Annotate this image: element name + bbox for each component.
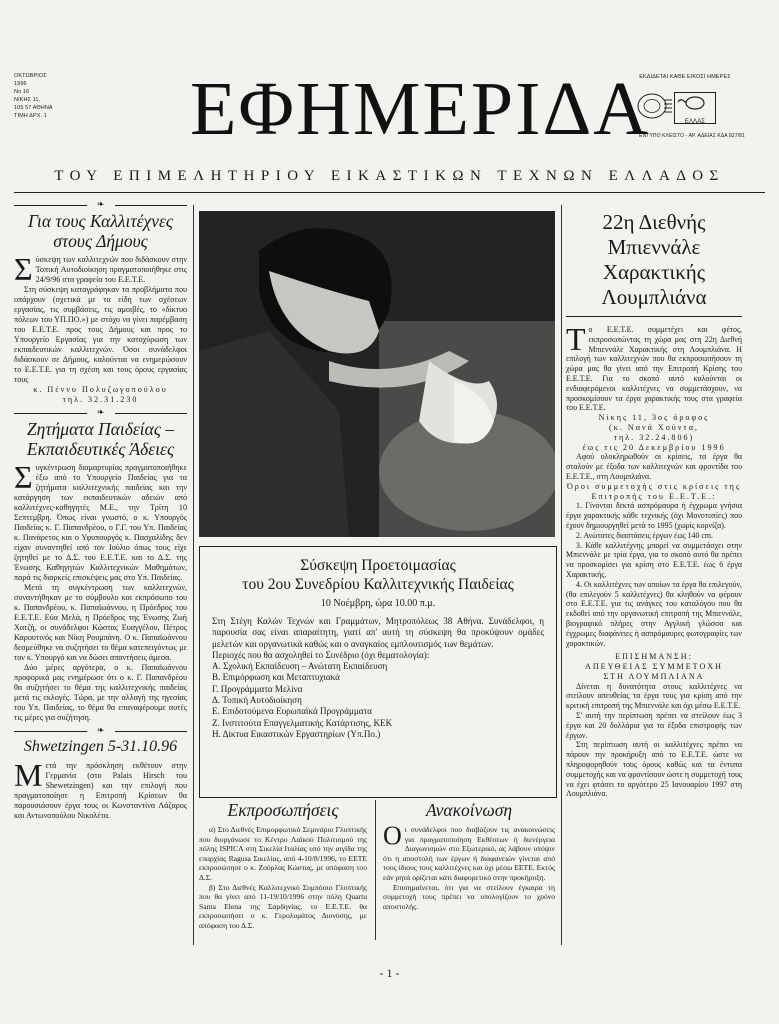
ornament-icon: ❧ — [87, 725, 115, 735]
issue-info — [14, 72, 94, 120]
notice-date: 10 Νοέμβρη, ώρα 10.00 π.μ. — [320, 598, 436, 609]
paragraph: Στη περίπτωση αυτή οι καλλιτέχνες πρέπει να πάρουν την προκήρυξη από το Ε.Ε.Τ.Ε. ώστε να πληροφορηθούν τους όρους καθώς και τα έντυπα συμμετοχής και να φροντίσουν ώστε η συμμετοχή τους να έχει φτάσει το αργότερο 25 Ιανουαρίου 1997 στη Λουμπλιάνα. — [566, 740, 742, 799]
horn-icon — [675, 93, 715, 113]
frequency-note: ΕΚΔΙΔΕΤΑΙ ΚΑΘΕ ΕΙΚΟΣΙ ΗΜΕΡΕΣ — [639, 74, 731, 80]
conference-notice — [199, 546, 557, 798]
ornament-icon: ❧ — [87, 199, 115, 209]
subtitle: ΤΟΥ ΕΠΙΜΕΛΗΤΗΡΙΟΥ ΕΙΚΑΣΤΙΚΩΝ ΤΕΧΝΩΝ ΕΛΛΑΔΟΣ — [54, 168, 725, 184]
paragraph: ο Ε.Ε.Τ.Ε. συμμετέχει και φέτος, εκπροσωπώντας τη χώρα μας στη 22η Διεθνή Μπιεννάλε Χαρακτικής στη Λουμπλιάνα. Η επιλογή των καλλιτεχνών που θα εκπροσωπήσουν τη χώρα μας θα γίνει από την Επιτροπή Κρίσης του Ε.Ε.Τ.Ε. Για το σκοπό αυτό καλούνται οι ενδιαφερόμενοι καλλιτέχνες να συμμετάσχουν, να προσκομίσουν τα έργα χαρακτικής τους στα γραφεία του Ε.Ε.Τ.Ε. — [566, 325, 742, 413]
paragraph: 3. Κάθε καλλιτέχνης μπορεί να συμμετάσχει στην Μπιεννάλε με τρία έργα, για το σκοπό αυτό θα πρέπει να προσκομίσει για κρίση στο Ε.Ε.Τ.Ε. έως 6 έργα Χαρακτικής. — [566, 540, 742, 579]
postmark-icon — [636, 92, 672, 120]
column-divider — [375, 800, 376, 940]
article-body-representations — [199, 825, 367, 931]
topic-item: Β. Επιμόρφωση και Μεταπτυχιακά — [212, 672, 340, 683]
section-rule — [14, 199, 187, 209]
paragraph: ετά την πρόσκληση εκθέτουν στην Γερμανία (στο Palais Hirsch του Shewetzingen) και την επιλογή που πραγματοποίησε η Επιτροπή Κρίσεων θα παρουσιάσουν έργα τους οι Κωνσταντίνα Λάζαρος και Αντωνοπούλου Νικολέτα. — [14, 761, 187, 820]
drop-cap: Μ — [14, 757, 43, 793]
page-number: - 1 - — [379, 966, 400, 980]
paragraph: Δύο μέρες αργότερα, ο κ. Παπαϊωάννου προφορικά μας ενημέρωσε ότι ο κ. Γ. Παπανδρέου θα συζητήσει το θέμα της καλλιτεχνικής παιδείας μετά τις εκλογές. Τώρα, με την αλλαγή της ηγεσίας του Υπ. Παιδείας, το θέμα θα επαναφέρουμε αυτές τις μέρες για συζήτηση. — [14, 663, 187, 722]
article-title-shwetzingen: Shwetzingen 5-31.10.96 — [23, 738, 178, 755]
stamp — [674, 92, 716, 124]
announcement-article — [383, 800, 555, 911]
issue-street: ΝΙΚΗΣ 11, — [14, 97, 41, 103]
note-heading: ΣΤΗ ΛΟΥΜΠΛΙΑΝΑ — [603, 671, 705, 681]
topic-item: Α. Σχολική Εκπαίδευση – Ανώτατη Εκπαίδευση — [212, 661, 388, 672]
masthead: ΕΦΗΜΕΡΙΔΑ — [190, 67, 651, 151]
topic-list — [212, 661, 544, 740]
article-title-artists: Για τους Καλλιτέχνες στους Δήμους — [28, 211, 173, 251]
terms-heading: Όροι συμμετοχής στις κρίσεις της Επιτροπής του Ε.Ε.Τ.Ε.: — [566, 481, 742, 501]
article-body-shwetzingen — [14, 757, 187, 821]
article-body-announcement — [383, 821, 555, 911]
paragraph: Αφού ολοκληρωθούν οι κρίσεις, τα έργα θα σταλούν με έξοδα των καλλιτεχνών και φροντίδα του Ε.Ε.Τ.Ε., στη Λουμπλιάνα. — [566, 452, 742, 481]
paragraph: υγκέντρωση διαμαρτυρίας πραγματοποιήθηκε έξω από το Υπουργείο Παιδείας για τα ζητήματα καλλιτεχνικής παιδείας και την κατάργηση των εκπαιδευτικών αδειών από καλλιτέχνες-καθηγητές Μ.Ε., την Τρίτη 10 Σεπτεμβρη. Όπως είναι γνωστό, ο κ. Υπουργός Παιδείας κ. Γ. Παπανδρέου, ο Γ.Γ. του Υπ. Παιδείας κ. Πανάρετος και ο Υφυπουργός κ. Πασχαλίδης δεν είχαν συναντηθεί από τον Ιούλιο όπως τους είχε ζητηθεί με το Δ.Σ. του Ε.Ε.Τ.Ε. και το Δ.Σ. της Ένωσης Καθηγητών Καλλιτεχνικών Μαθημάτων, παρά τις διαρκείς επισκέψεις μας στο Υπ. Παιδείας. — [14, 463, 187, 582]
article-body-education — [14, 459, 187, 723]
issue-city: 105 57 ΑΘΗΝΑ — [14, 105, 53, 111]
article-title-announcement: Ανακοίνωση — [425, 800, 513, 820]
paragraph: 1. Γίνονται δεκτά ασπρόμαυρα ή έγχρωμα γνήσια έργα χαρακτικής κάθε τεχνικής (όχι Μονοτυπίες) που έχουν δημιουργηθεί μετά το 1995 (χωρίς κορνίζα). — [566, 501, 742, 530]
contact-phone: τηλ. 32.31.230 — [62, 395, 139, 404]
paragraph: Στη σύσκεψη καταγράφηκαν τα προβλήματα που υπάρχουν (σχετικά με τα είδη των σχέσεων εργασίας, τις συμβάσεις, τις αμοιβές, το «δίκτυο πόλεων του ΥΠ.ΠΟ.») με στόχο να γίνει παρέμβαση του Ε.Ε.Τ.Ε. προς τους Δήμους και προς το Υπουργείο Εργασίας για την κατοχύρωση των εκπαιδευτικών καλλιτεχνών. Όσοι συνάδελφοι διδάσκουν σε Δήμους, καλούνται να ενημερώσουν το Ε.Ε.Τ.Ε. για τη σχέση και τους όρους εργασίας τους — [14, 285, 187, 384]
address-line: τηλ. 32.24.806) — [613, 432, 695, 442]
section-rule — [14, 725, 187, 735]
paragraph: 2. Ανώτατες διαστάσεις έργων έως 140 cm. — [576, 530, 714, 540]
drop-cap: Ο — [383, 821, 402, 850]
paragraph: Μετά τη συγκέντρωση των καλλιτεχνών, συναντήθηκαν με το σύμβουλο και εκπρόσωπο του κ. Παπανδρέου, κ. Παπαϊωάννου, η Πρόεδρος του Ε.Ε.Τ.Ε. Εύα Μελά, η Πρόεδρος της Ένωσης Ζωή Χατζή, οι συνάδελφοι Κώστας Ευαγγέλου, Πέτρος Καρουτινός και Νίκη Ρουμπάνη. Ο κ. Παπαϊωάννου δεσμεύθηκε να συζητήσει το θέμα κατεπειγόντως με τον κ. Υπουργό και να δώσει απαντήσεις άμεσα. — [14, 583, 187, 662]
notice-title-line2: του 2ου Συνεδρίου Καλλιτεχνικής Παιδείας — [242, 576, 514, 593]
paragraph: β) Στο Διεθνές Καλλιτεχνικό Συμπόσιο Γλυπτικής που θα γίνει από 11-19/10/1996 στην πόλη Quartu Santa Elena της Σαρδηνίας, το Ε.Ε.Τ.Ε. θα εκπροσωπήσει ο κ. Γερολυμάτος Διονύσης, με απόφαση του Δ.Σ. — [199, 882, 367, 930]
article-body-artists — [14, 251, 187, 405]
paragraph: Στη Στέγη Καλών Τεχνών και Γραμμάτων, Μητροπόλεως 38 Αθήνα. Συνάδελφοι, η παρουσία σας είναι απαραίτητη, γιατί απ' αυτή τη σύσκεψη θα προκύψουν ομάδες μελετών και οργανωτικά καθώς και ο αναγκαίος εμπλουτισμός των θεμάτων. — [212, 616, 544, 649]
drop-cap: Σ — [14, 459, 33, 495]
deadline-line: έως τις 20 Δεκεμβρίου 1996 — [582, 442, 726, 452]
article-title-biennale: 22η Διεθνής Μπιεννάλε Χαρακτικής Λουμπλιάνα — [601, 210, 707, 309]
article-body-biennale — [566, 321, 742, 799]
stamp-text: ΕΛΛΑΣ — [684, 119, 706, 125]
paragraph: ι συνάδελφοι που διαβάζουν τις ανακοινώσεις για πραγματοποίηση Εκθέσεων ή διενέργεια Διαγωνισμών στο Εξωτερικό, ας λάβουν υπόψιν ότι η αποστολή των έργων ή διαφανειών γίνεται από τους ίδιους τους καλλιτέχνες και όχι μέσω ΕΕΤΕ. Εκτός εάν ρητά ορίζεται κάτι διαφορετικό στην προκήρυξη. — [383, 825, 555, 882]
notice-title-line1: Σύσκεψη Προετοιμασίας — [300, 557, 456, 574]
sculptor-photo-icon — [199, 211, 555, 537]
drop-cap: Σ — [14, 251, 33, 287]
issue-year: 1996 — [14, 81, 27, 87]
paragraph: Επισημαίνεται, ότι για να στείλουν έγκαιρα τη συμμετοχή τους πρέπει να υπολογίζουν το χρόνο αποστολής. — [383, 882, 555, 911]
header-rule — [14, 192, 765, 193]
topic-item: Δ. Τοπική Αυτοδιοίκηση — [212, 695, 302, 706]
notice-body — [212, 616, 544, 740]
article-title-representations: Εκπροσωπήσεις — [227, 800, 339, 820]
section-rule — [566, 316, 742, 317]
representations-article — [199, 800, 367, 931]
paragraph: α) Στο Διεθνές Επιμορφωτικό Σεμινάριο Γλυπτικής που διοργάνωσε το Κέντρο Λαϊκού Πολιτισμού της πόλης ISPICA στη Σικελία Ιταλίας υπό την αιγίδα της επαρχίας Ragusa Σικελίας, από 4-10/8/1996, το ΕΕΤΕ εκπροσώπησε ο κ. Ζούρλας Κώστας, με απόφαση του Δ.Σ. — [199, 825, 367, 882]
paragraph: Περιοχές που θα ασχοληθεί το Συνέδριο (όχι θεματολογία): — [212, 649, 430, 660]
permit-note: ΕΝΤΥΠΟ ΚΛΕΙΣΤΟ - ΑΡ. ΑΔΕΙΑΣ ΚΔΑ 827/81 — [639, 133, 745, 139]
issue-month: ΟΚΤΩΒΡΙΟΣ — [14, 73, 47, 79]
column-divider — [561, 205, 562, 945]
ornament-icon: ❧ — [87, 407, 115, 417]
section-rule — [14, 407, 187, 417]
paragraph: ύσκεψη των καλλιτεχνών που διδάσκουν στην Τοπική Αυτοδιοίκηση πραγματοποιήθηκε στις 24/9/96 στα γραφεία του Ε.Ε.Τ.Ε. — [35, 255, 187, 284]
drop-cap: Τ — [566, 321, 586, 357]
topic-item: Η. Δίκτυα Εικαστικών Εργαστηρίων (Υπ.Πο.) — [212, 728, 381, 739]
issue-price: ΤΙΜΗ ΔΡΧ. 1 — [14, 113, 47, 119]
paragraph: Δίνεται η δυνατότητα στους καλλιτέχνες να στείλουν απευθείας τα έργα τους για κρίση από την κριτική επιτροπή της Μπιεννάλε και όχι μέσω Ε.Ε.Τ.Ε. — [566, 681, 742, 711]
address-line: (κ. Νανά Χούντα, — [609, 422, 699, 432]
issue-number: No 16 — [14, 89, 30, 95]
right-column — [566, 210, 742, 799]
paragraph: 4. Οι καλλιτέχνες των οποίων τα έργα θα επιλεγούν, (θα επιλεγούν 5 καλλιτέχνες) θα κληθούν να φέρουν στο Ε.Ε.Τ.Ε. για τις ανάγκες του καταλόγου που θα εκδοθεί από την οργανωτική επιτροπή της Μπιεννάλε, βιογραφικό πλήρες στην Αγγλική γλώσσα και έγχρωμες διαφάνειες ή ασπρόμαυρες φωτογραφίες των χαρακτικών. — [566, 579, 742, 648]
note-heading: ΑΠΕΥΘΕΙΑΣ ΣΥΜΜΕΤΟΧΗ — [584, 662, 724, 672]
feature-photo — [199, 211, 555, 537]
note-heading: ΕΠΙΣΗΜΑΝΣΗ: — [615, 652, 693, 662]
topic-item: Ζ. Ινστιτούτα Επαγγελματικής Κατάρτισης, ΚΕΚ — [212, 717, 393, 728]
topic-item: Γ. Προγράμματα Μελίνα — [212, 683, 303, 694]
column-divider — [193, 205, 194, 945]
left-column — [14, 199, 187, 821]
article-title-education: Ζητήματα Παιδείας – Εκπαιδευτικές Άδειες — [26, 419, 175, 459]
paragraph: Σ' αυτή την περίπτωση πρέπει να στείλουν έως 3 έργα και 20 δολλάρια για τα έξοδα επιστροφής των έργων. — [566, 711, 742, 740]
address-line: Νίκης 11, 3ος όροφος — [598, 413, 710, 423]
topic-item: Ε. Επιδοτούμενα Ευρωπαϊκά Προγράμματα — [212, 706, 372, 717]
contact-name: κ. Πέννυ Πολυζωγοπούλου — [33, 385, 168, 394]
